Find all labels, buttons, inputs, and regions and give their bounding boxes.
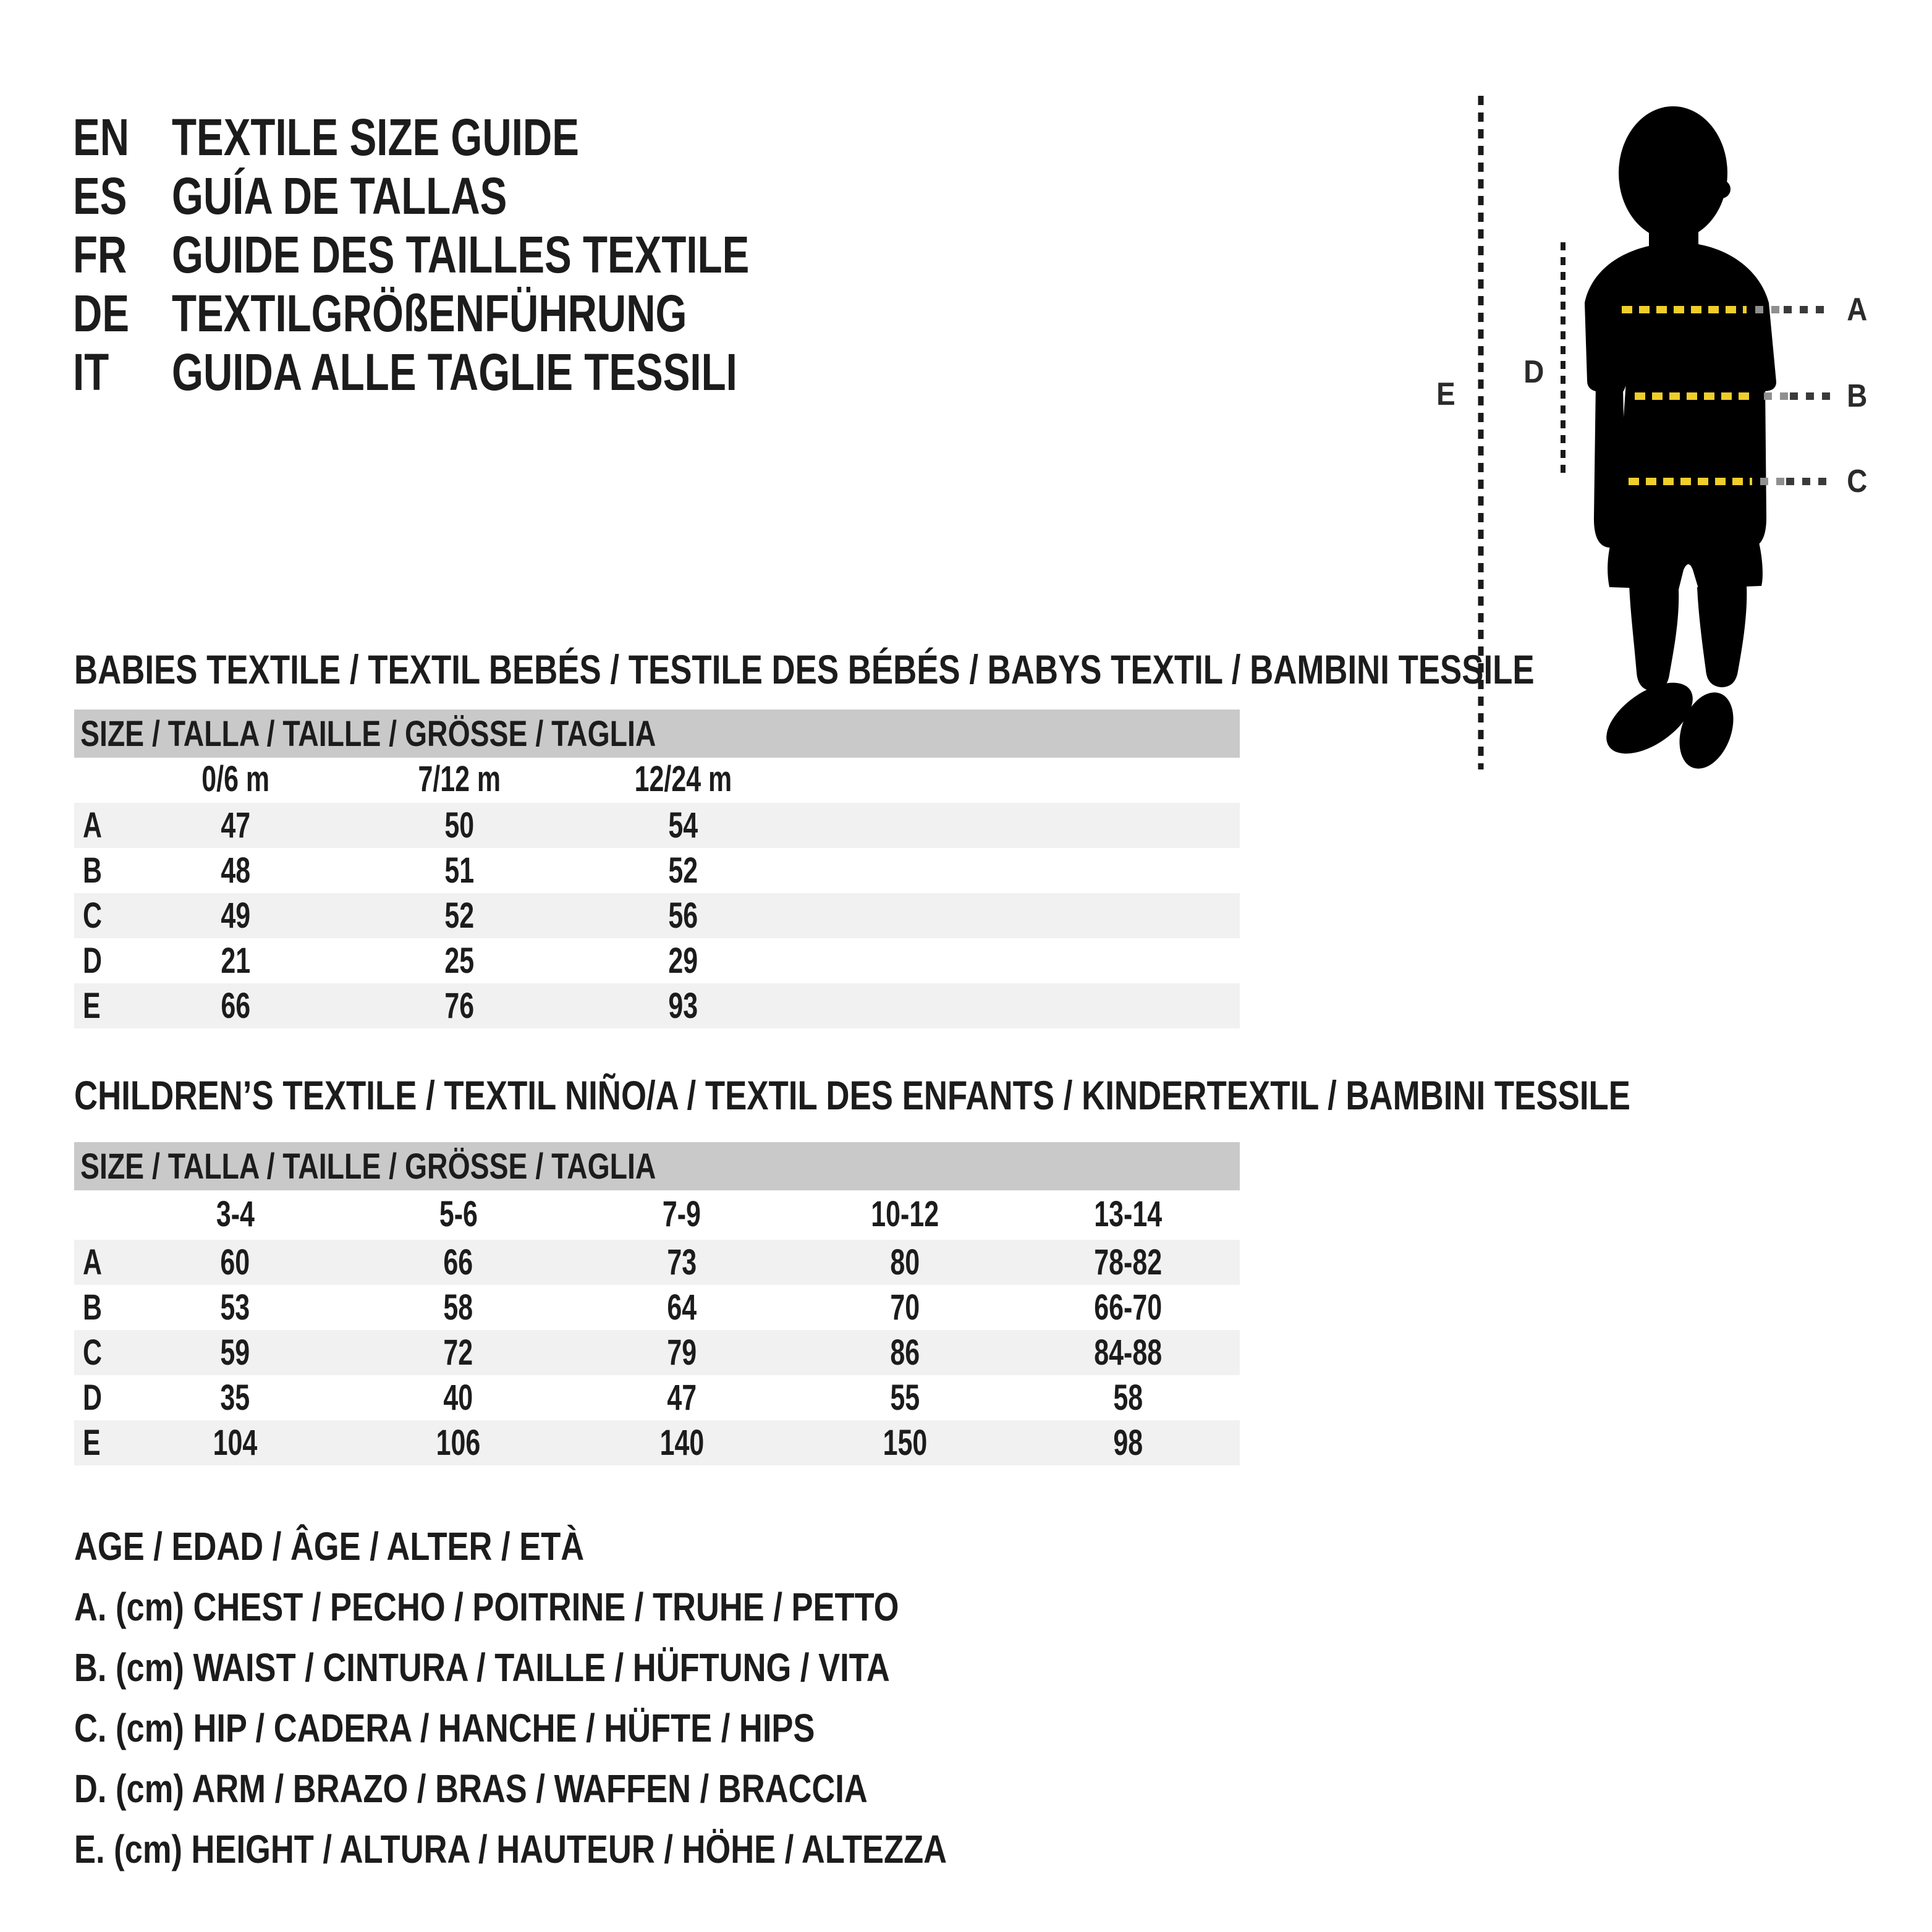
cell-value: 93 [668, 986, 698, 1026]
row-label-text: D [83, 1378, 102, 1418]
lang-code-text: ES [73, 167, 127, 225]
children-col-header [570, 1193, 793, 1235]
cell-value: 64 [667, 1287, 697, 1328]
figure-label-d [1514, 352, 1554, 392]
table-cell [571, 895, 795, 936]
lang-code [73, 108, 172, 167]
babies-col-header [347, 758, 571, 800]
lang-row-es [73, 167, 912, 226]
figure-label-c [1837, 461, 1877, 502]
row-label-text: D [83, 941, 102, 981]
lang-code [73, 225, 172, 285]
babies-section-title-text: BABIES TEXTILE / TEXTIL BEBÉS / TESTILE DES BÉBÉS / BABYS TEXTIL / BAMBINI TESSILE [74, 646, 1535, 692]
table-cell [794, 1422, 1017, 1464]
cell-value: 58 [443, 1287, 473, 1328]
table-cell [347, 1287, 570, 1328]
cell-value: 140 [659, 1423, 704, 1463]
cell-value: 53 [220, 1287, 250, 1328]
table-cell [347, 895, 571, 936]
babies-col-header-text: 0/6 m [201, 759, 269, 799]
row-label-text: A [83, 1242, 102, 1282]
lang-title-text: TEXTILE SIZE GUIDE [172, 108, 579, 166]
babies-section-title [74, 643, 1899, 696]
legend-line-text: A. (cm) CHEST / PECHO / POITRINE / TRUHE / PETTO [74, 1585, 899, 1629]
figure-label-a [1837, 289, 1877, 330]
cell-value: 78-82 [1094, 1242, 1163, 1282]
row-label-text: B [83, 1287, 102, 1328]
lang-title-text: GUÍA DE TALLAS [172, 167, 507, 225]
cell-value: 56 [668, 896, 698, 936]
cell-value: 66 [443, 1242, 473, 1282]
row-label [74, 1287, 124, 1328]
table-cell [124, 1422, 347, 1464]
row-label [74, 985, 124, 1027]
lang-code-text: FR [73, 226, 127, 284]
lang-title-text: GUIDE DES TAILLES TEXTILE [172, 226, 750, 284]
silhouette-left-arm [1594, 383, 1625, 548]
table-cell [571, 985, 795, 1027]
table-cell [794, 1377, 1017, 1418]
table-cell [570, 1377, 793, 1418]
cell-value: 58 [1113, 1378, 1143, 1418]
table-cell [571, 850, 795, 891]
table-cell [347, 1332, 570, 1373]
measurement-legend [74, 1516, 1138, 1879]
lang-title-text: TEXTILGRÖßENFÜHRUNG [172, 284, 687, 342]
children-col-header [1017, 1193, 1240, 1235]
table-cell [347, 1422, 570, 1464]
row-label [74, 805, 124, 846]
figure-label-b [1837, 376, 1877, 417]
cell-value: 73 [667, 1242, 697, 1282]
lang-row-de [73, 284, 912, 343]
silhouette-shorts [1608, 533, 1763, 590]
cell-value: 47 [221, 805, 250, 845]
table-cell [124, 1332, 347, 1373]
figure-label-a-text: A [1847, 292, 1868, 328]
children-size-header-text: SIZE / TALLA / TAILLE / GRÖSSE / TAGLIA [80, 1146, 656, 1187]
row-label [74, 895, 124, 936]
cell-value: 52 [668, 850, 698, 891]
cell-value: 98 [1113, 1423, 1143, 1463]
table-cell [124, 1242, 347, 1283]
row-label-text: C [83, 896, 102, 936]
cell-value: 55 [890, 1378, 920, 1418]
row-label-text: A [83, 805, 102, 845]
table-cell [124, 805, 347, 846]
cell-value: 60 [220, 1242, 250, 1282]
table-cell [124, 940, 347, 981]
babies-size-header-bar [74, 710, 1240, 758]
babies-row-a [74, 803, 1240, 848]
legend-line-text: AGE / EDAD / ÂGE / ALTER / ETÀ [74, 1524, 585, 1569]
legend-line-waist [74, 1637, 1138, 1698]
table-cell [1017, 1377, 1240, 1418]
children-row-d [74, 1375, 1240, 1420]
cell-value: 70 [890, 1287, 920, 1328]
children-row-b [74, 1285, 1240, 1330]
table-cell [570, 1332, 793, 1373]
children-col-header [347, 1193, 570, 1235]
cell-value: 86 [890, 1332, 920, 1373]
silhouette-ear [1712, 180, 1731, 198]
row-label [74, 1377, 124, 1418]
children-section-title [74, 1069, 1932, 1122]
cell-value: 66-70 [1094, 1287, 1163, 1328]
figure-label-e [1426, 374, 1465, 415]
legend-line-text: B. (cm) WAIST / CINTURA / TAILLE / HÜFTUNG / VITA [74, 1645, 890, 1690]
cell-value: 35 [220, 1378, 250, 1418]
table-cell [124, 985, 347, 1027]
babies-col-header [571, 758, 795, 800]
table-cell [124, 850, 347, 891]
lang-code [73, 166, 172, 226]
row-label-text: C [83, 1332, 102, 1373]
figure-label-d-text: D [1523, 354, 1544, 390]
children-col-header [124, 1193, 347, 1235]
table-cell [347, 985, 571, 1027]
table-cell [570, 1287, 793, 1328]
children-col-header-text: 10-12 [871, 1193, 939, 1234]
row-label-text: E [83, 986, 101, 1026]
figure-label-c-text: C [1847, 464, 1868, 499]
children-column-header-row [74, 1188, 1240, 1240]
cell-value: 106 [436, 1423, 481, 1463]
table-cell [794, 1332, 1017, 1373]
babies-row-c [74, 893, 1240, 938]
lang-code-text: IT [73, 343, 109, 401]
lang-row-it [73, 343, 912, 402]
legend-line-height [74, 1819, 1138, 1879]
legend-line-text: E. (cm) HEIGHT / ALTURA / HAUTEUR / HÖHE / ALTEZZA [74, 1827, 947, 1871]
row-label [74, 850, 124, 891]
babies-col-header-text: 12/24 m [634, 759, 732, 799]
lang-code-text: DE [73, 284, 130, 342]
row-label [74, 1422, 124, 1464]
figure-label-e-text: E [1436, 376, 1455, 412]
table-cell [794, 1242, 1017, 1283]
cell-value: 25 [444, 941, 474, 981]
language-title-list [73, 108, 912, 402]
babies-row-e [74, 983, 1240, 1028]
cell-value: 52 [444, 896, 474, 936]
babies-col-header [124, 758, 347, 800]
lang-code [73, 284, 172, 344]
lang-row-fr [73, 226, 912, 284]
silhouette-right-arm [1737, 383, 1766, 548]
row-label [74, 1242, 124, 1283]
table-cell [347, 1242, 570, 1283]
cell-value: 54 [668, 805, 698, 845]
table-cell [124, 1377, 347, 1418]
cell-value: 50 [444, 805, 474, 845]
legend-line-age [74, 1516, 1138, 1577]
legend-line-text: C. (cm) HIP / CADERA / HANCHE / HÜFTE / HIPS [74, 1706, 815, 1750]
table-cell [571, 940, 795, 981]
legend-line-text: D. (cm) ARM / BRAZO / BRAS / WAFFEN / BRACCIA [74, 1766, 868, 1811]
children-row-e [74, 1420, 1240, 1465]
lang-code [73, 342, 172, 402]
table-cell [1017, 1332, 1240, 1373]
children-col-header-text: 3-4 [216, 1193, 255, 1234]
children-col-header [794, 1193, 1017, 1235]
children-col-header-text: 7-9 [662, 1193, 701, 1234]
babies-col-header-text: 7/12 m [418, 759, 501, 799]
row-label [74, 940, 124, 981]
children-col-header-text: 5-6 [439, 1193, 478, 1234]
lang-code-text: EN [73, 108, 130, 166]
table-cell [571, 805, 795, 846]
legend-line-arm [74, 1758, 1138, 1819]
cell-value: 21 [221, 941, 250, 981]
children-size-header-bar [74, 1142, 1240, 1190]
children-section-title-text: CHILDREN’S TEXTILE / TEXTIL NIÑO/A / TEXTIL DES ENFANTS / KINDERTEXTIL / BAMBINI TESSILE [74, 1072, 1630, 1118]
babies-row-b [74, 848, 1240, 893]
cell-value: 72 [443, 1332, 473, 1373]
table-cell [1017, 1287, 1240, 1328]
legend-line-chest [74, 1577, 1138, 1637]
row-label [74, 1332, 124, 1373]
cell-value: 150 [883, 1423, 927, 1463]
babies-column-header-row [74, 755, 1240, 803]
row-label-text: E [83, 1423, 101, 1463]
cell-value: 48 [221, 850, 250, 891]
table-cell [347, 850, 571, 891]
lang-title-text: GUIDA ALLE TAGLIE TESSILI [172, 343, 737, 401]
babies-size-header-text: SIZE / TALLA / TAILLE / GRÖSSE / TAGLIA [80, 713, 656, 754]
cell-value: 80 [890, 1242, 920, 1282]
table-cell [794, 1287, 1017, 1328]
cell-value: 79 [667, 1332, 697, 1373]
cell-value: 29 [668, 941, 698, 981]
table-cell [1017, 1242, 1240, 1283]
cell-value: 76 [444, 986, 474, 1026]
babies-row-d [74, 938, 1240, 983]
table-cell [124, 1287, 347, 1328]
cell-value: 66 [221, 986, 250, 1026]
table-cell [570, 1242, 793, 1283]
cell-value: 47 [667, 1378, 697, 1418]
cell-value: 59 [220, 1332, 250, 1373]
table-cell [124, 895, 347, 936]
lang-row-en [73, 108, 912, 167]
figure-label-b-text: B [1847, 378, 1868, 414]
cell-value: 84-88 [1094, 1332, 1163, 1373]
cell-value: 104 [213, 1423, 258, 1463]
table-cell [570, 1422, 793, 1464]
cell-value: 49 [221, 896, 250, 936]
children-col-header-text: 13-14 [1094, 1193, 1163, 1234]
table-cell [1017, 1422, 1240, 1464]
children-row-a [74, 1240, 1240, 1285]
cell-value: 40 [443, 1378, 473, 1418]
table-cell [347, 940, 571, 981]
table-cell [347, 805, 571, 846]
children-row-c [74, 1330, 1240, 1375]
row-label-text: B [83, 850, 102, 891]
table-cell [347, 1377, 570, 1418]
cell-value: 51 [444, 850, 474, 891]
legend-line-hip [74, 1698, 1138, 1758]
